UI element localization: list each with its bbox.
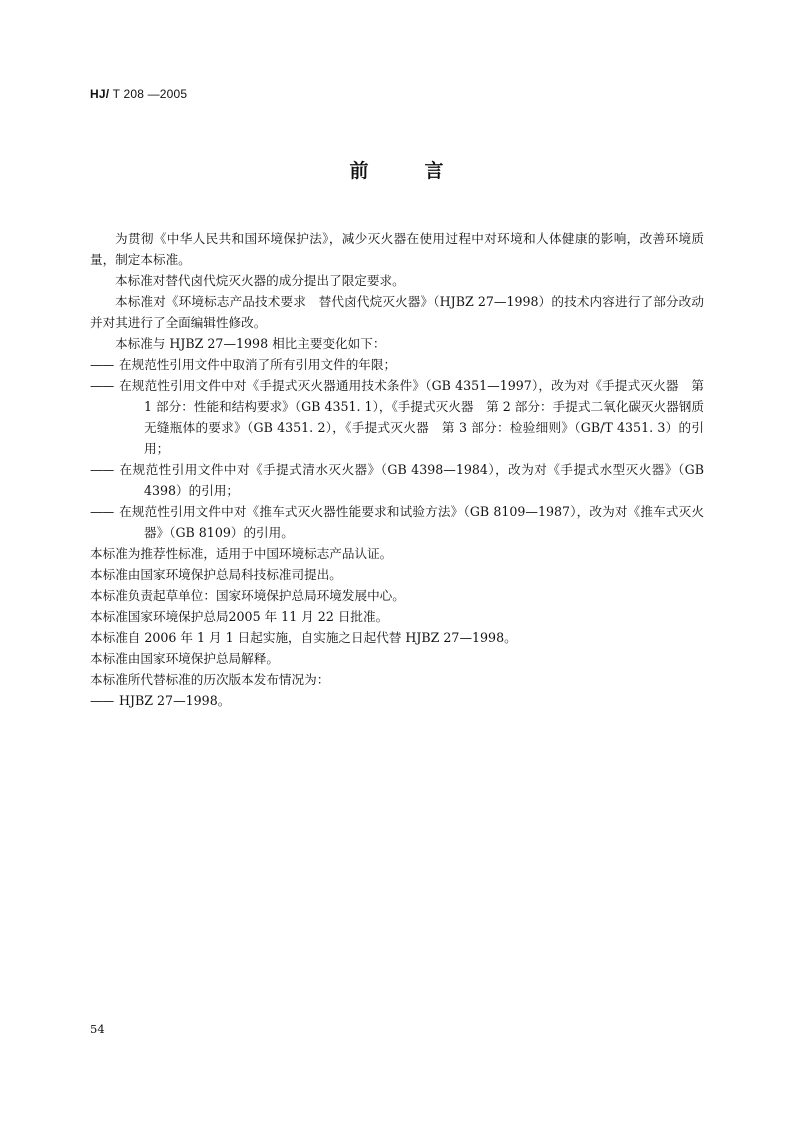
- statement-effective-date: 本标准自 2006 年 1 月 1 日起实施，自实施之日起代替 HJBZ 27—1998。: [90, 630, 517, 645]
- statement-proposer: 本标准由国家环境保护总局科技标准司提出。: [90, 567, 342, 582]
- change-item-text: 在规范性引用文件中取消了所有引用文件的年限；: [119, 357, 397, 372]
- paragraph-purpose: 为贯彻《中华人民共和国环境保护法》，减少灭火器在使用过程中对环境和人体健康的影响，改善环境质量，制定本标准。: [90, 231, 704, 267]
- change-item: [90, 375, 704, 459]
- statement-approval: 本标准国家环境保护总局2005 年 11 月 22 日批准。: [90, 609, 389, 624]
- dash-marker: ——: [90, 462, 114, 477]
- dash-marker: ——: [90, 693, 114, 708]
- dash-marker: ——: [90, 504, 114, 519]
- standard-code-header: [90, 87, 187, 101]
- standard-code-number: T 208 —2005: [109, 87, 188, 101]
- change-item-text: 在规范性引用文件中对《手提式清水灭火器》（GB 4398—1984），改为对《手提式水型灭火器》（GB 4398）的引用；: [119, 462, 704, 498]
- paragraph-revision: 本标准对《环境标志产品技术要求 替代卤代烷灭火器》（HJBZ 27—1998）的技术内容进行了部分改动并对其进行了全面编辑性修改。: [90, 294, 704, 330]
- page-number: 54: [90, 1022, 105, 1036]
- statement-history-intro: 本标准所代替标准的历次版本发布情况为：: [90, 672, 330, 687]
- change-item: [90, 459, 704, 501]
- standard-code-prefix: HJ/: [90, 87, 110, 101]
- paragraph-scope: 本标准对替代卤代烷灭火器的成分提出了限定要求。: [115, 273, 405, 288]
- change-item-text: 在规范性引用文件中对《手提式灭火器通用技术条件》（GB 4351—1997），改为对《手提式灭火器 第 1 部分：性能和结构要求》（GB 4351. 1），《手提式灭火器 第 2 部分：手提式二氧化碳灭火器钢质无缝瓶体的要求》（GB 4351. 2），《手提式灭火器 第 3 部分：检验细则》（GB/T 4351. 3）的引用；: [119, 378, 704, 456]
- paragraph-changes-intro: 本标准与 HJBZ 27—1998 相比主要变化如下：: [115, 336, 386, 351]
- dash-marker: ——: [90, 357, 114, 372]
- statement-drafting-unit: 本标准负责起草单位：国家环境保护总局环境发展中心。: [90, 588, 405, 603]
- dash-marker: ——: [90, 378, 114, 393]
- change-item-text: 在规范性引用文件中对《推车式灭火器性能要求和试验方法》（GB 8109—1987），改为对《推车式灭火器》（GB 8109）的引用。: [119, 504, 704, 540]
- change-item: [90, 354, 704, 375]
- history-item: [90, 690, 704, 711]
- page-title: 前言: [349, 160, 500, 182]
- document-body: [90, 228, 704, 711]
- statement-interpretation: 本标准由国家环境保护总局解释。: [90, 651, 279, 666]
- change-item: [90, 501, 704, 543]
- history-item-text: HJBZ 27—1998。: [119, 693, 231, 708]
- statement-recommended: 本标准为推荐性标准，适用于中国环境标志产品认证。: [90, 546, 393, 561]
